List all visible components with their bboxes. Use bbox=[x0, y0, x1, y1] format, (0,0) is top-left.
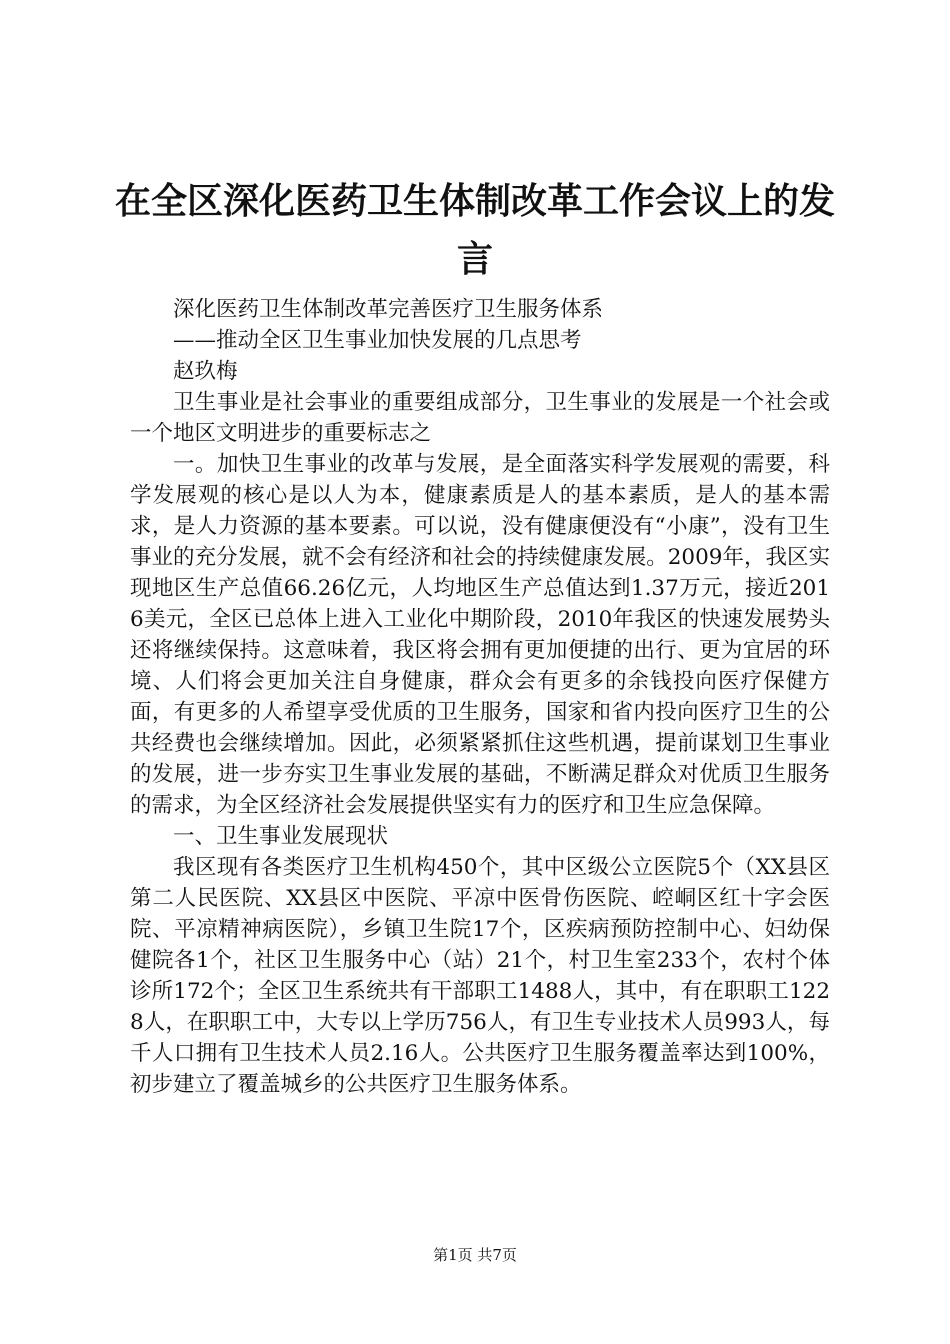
author-name: 赵玖梅 bbox=[173, 359, 238, 384]
body-paragraph-intro: 卫生事业是社会事业的重要组成部分，卫生事业的发展是一个社会或一个地区文明进步的重要标志之 bbox=[130, 390, 830, 446]
page-total: 共7页 bbox=[477, 1246, 517, 1264]
page-number: 第1页 bbox=[433, 1246, 473, 1264]
section-heading: 一、卫生事业发展现状 bbox=[173, 824, 389, 849]
page-footer bbox=[0, 1245, 950, 1265]
body-paragraph-main: 一。加快卫生事业的改革与发展，是全面落实科学发展观的需要，科学发展观的核心是以人为本，健康素质是人的基本素质，是人的基本需求，是人力资源的基本要素。可以说，没有健康便没有“小康”，没有卫生事业的充分发展，就不会有经济和社会的持续健康发展。2009年，我区实现地区生产总值66.26亿元，人均地区生产总值达到1.37万元，接近2016美元，全区已总体上进入工业化中期阶段，2010年我区的快速发展势头还将继续保持。这意味着，我区将会拥有更加便捷的出行、更为宜居的环境、人们将会更加关注自身健康，群众会有更多的余钱投向医疗保健方面，有更多的人希望享受优质的卫生服务，国家和省内投向医疗卫生的公共经费也会继续增加。因此，必须紧紧抓住这些机遇，提前谋划卫生事业的发展，进一步夯实卫生事业发展的基础，不断满足群众对优质卫生服务的需求，为全区经济社会发展提供坚实有力的医疗和卫生应急保障。 bbox=[130, 452, 830, 818]
subtitle-sub: ——推动全区卫生事业加快发展的几点思考 bbox=[173, 328, 582, 353]
subtitle-main: 深化医药卫生体制改革完善医疗卫生服务体系 bbox=[173, 297, 604, 322]
document-body bbox=[130, 294, 830, 1100]
body-paragraph-status: 我区现有各类医疗卫生机构450个，其中区级公立医院5个（XX县区第二人民医院、XX县区中医院、平凉中医骨伤医院、崆峒区红十字会医院、平凉精神病医院），乡镇卫生院17个，区疾病预防控制中心、妇幼保健院各1个，社区卫生服务中心（站）21个，村卫生室233个，农村个体诊所172个；全区卫生系统共有干部职工1488人，其中，有在职职工1228人，在职职工中，大专以上学历756人，有卫生专业技术人员993人，每千人口拥有卫生技术人员2.16人。公共医疗卫生服务覆盖率达到100%，初步建立了覆盖城乡的公共医疗卫生服务体系。 bbox=[130, 855, 830, 1097]
document-title: 在全区深化医药卫生体制改革工作会议上的发言 bbox=[114, 180, 835, 280]
